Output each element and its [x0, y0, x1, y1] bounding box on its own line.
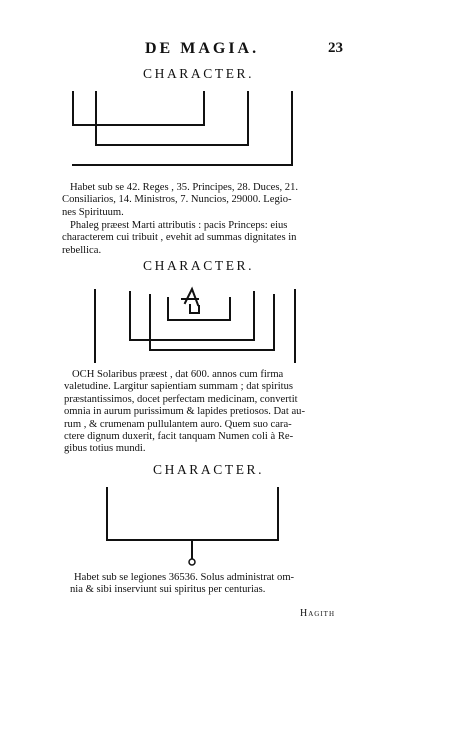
section-3-paragraph — [70, 572, 295, 597]
text-line: gibus totius mundi. — [64, 443, 146, 455]
section-2-heading: CHARACTER. — [143, 258, 255, 273]
text-line: OCH Solaribus præest , dat 600. annos cum firma — [72, 369, 284, 380]
text-line: præstantissimos, docet perfectam medicinam, convertit — [64, 393, 298, 405]
text-line: valetudine. Largitur sapientiam summam ; dat spiritus — [64, 381, 293, 393]
text-line: rebellica. — [62, 244, 102, 256]
text-line: characterem cui tribuit , evehit ad summas dignitates in — [62, 232, 297, 244]
text-line: Habet sub se legiones 36536. Solus administrat om- — [74, 572, 295, 583]
section-3-heading: CHARACTER. — [153, 462, 265, 477]
text-line: Habet sub se 42. Reges , 35. Principes, 28. Duces, 21. — [70, 182, 299, 193]
text-line: nia & sibi inserviunt sui spiritus per centurias. — [70, 584, 266, 596]
running-head: DE MAGIA. — [145, 40, 260, 57]
text-line: rum , & crumenam pullulantem auro. Quem suo cara- — [64, 418, 292, 430]
text-line: nes Spirituum. — [62, 206, 124, 218]
page-number: 23 — [328, 40, 343, 56]
text-line: omnia in aurum purissimum & lapides pretiosos. Dat au- — [64, 406, 305, 418]
text-line: Phaleg præest Marti attributis : pacis Princeps: eius — [70, 220, 288, 231]
section-1-heading: CHARACTER. — [143, 66, 255, 81]
text-line: Consiliarios, 14. Ministros, 7. Nuncios, 29000. Legio- — [62, 194, 292, 206]
text-line: ctere dignum duxerit, facit tanquam Numen coli à Re- — [64, 431, 294, 443]
catchword: Hagith — [300, 608, 335, 619]
